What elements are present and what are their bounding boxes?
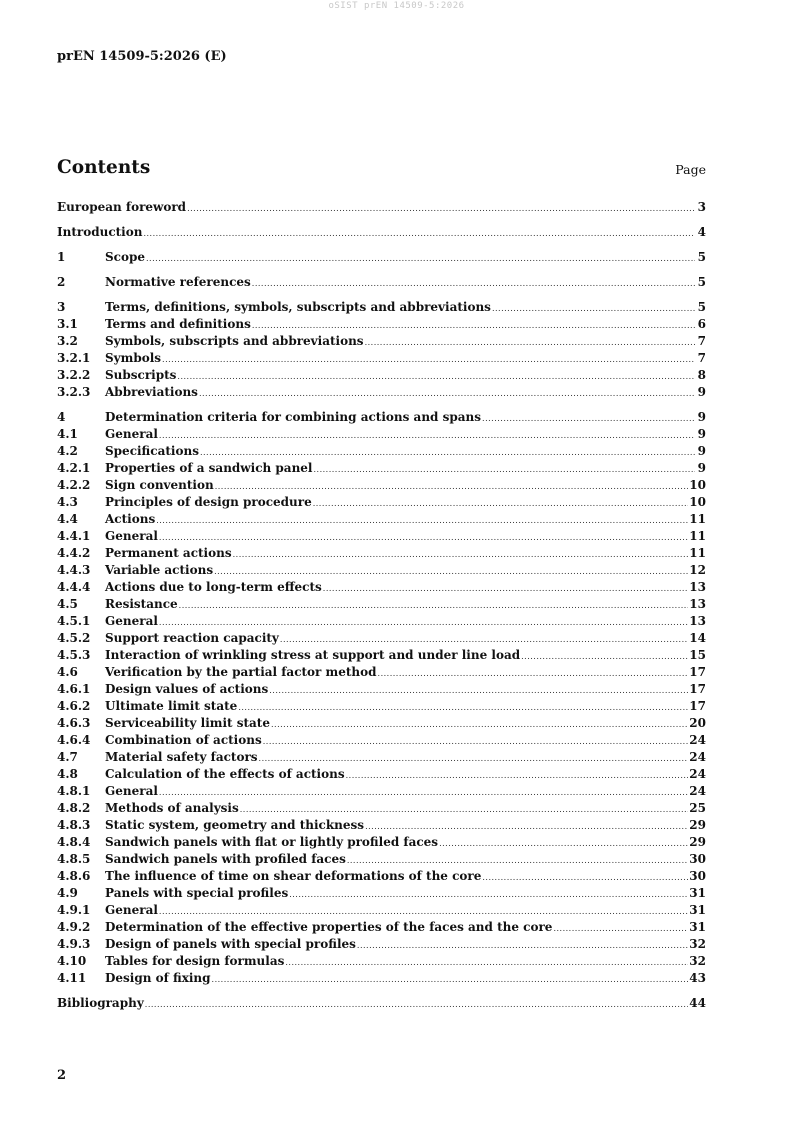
document-identifier: prEN 14509-5:2026 (E) [57, 49, 227, 64]
toc-entry-title: General [105, 784, 158, 798]
toc-dot-leader [346, 771, 689, 780]
toc-entry[interactable] [57, 250, 706, 267]
toc-entry[interactable] [57, 300, 706, 317]
toc-entry[interactable] [57, 767, 706, 784]
toc-entry-title: Introduction [57, 225, 143, 239]
toc-dot-leader [187, 204, 695, 213]
toc-entry-title: Material safety factors [105, 750, 258, 764]
toc-entry-title: Sandwich panels with flat or lightly profiled faces [105, 835, 439, 849]
toc-entry-page: 5 [697, 300, 706, 314]
toc-entry-number: 4.6.3 [57, 716, 91, 730]
toc-entry-title: The influence of time on shear deformations of the core [105, 869, 482, 883]
toc-entry-page: 12 [689, 563, 706, 577]
toc-entry[interactable] [57, 903, 706, 920]
toc-entry-title: General [105, 903, 158, 917]
toc-entry-number: 4.7 [57, 750, 78, 764]
toc-entry-title: Design values of actions [105, 682, 269, 696]
toc-entry-title: Actions due to long-term effects [105, 580, 322, 594]
toc-entry[interactable] [57, 996, 706, 1013]
toc-entry-number: 4.8.3 [57, 818, 91, 832]
toc-entry[interactable] [57, 920, 706, 937]
toc-entry-title: General [105, 427, 158, 441]
toc-entry-title: European foreword [57, 200, 187, 214]
toc-entry[interactable] [57, 835, 706, 852]
toc-entry-title: Design of fixing [105, 971, 211, 985]
toc-entry-title: General [105, 529, 158, 543]
toc-entry-page: 43 [689, 971, 706, 985]
toc-entry-page: 10 [689, 478, 706, 492]
toc-entry-number: 4.9.3 [57, 937, 91, 951]
toc-entry-number: 3.1 [57, 317, 78, 331]
toc-entry[interactable] [57, 716, 706, 733]
toc-entry[interactable] [57, 461, 706, 478]
toc-entry-number: 4.8 [57, 767, 78, 781]
toc-entry-number: 4.2.1 [57, 461, 91, 475]
toc-entry-page: 11 [689, 546, 706, 560]
toc-entry-number: 4.5.3 [57, 648, 91, 662]
toc-entry-title: Resistance [105, 597, 178, 611]
toc-entry[interactable] [57, 597, 706, 614]
toc-dot-leader [492, 304, 695, 313]
toc-entry-page: 15 [689, 648, 706, 662]
watermark: oSIST prEN 14509-5:2026 [328, 1, 465, 11]
toc-dot-leader [482, 873, 688, 882]
toc-entry-title: Serviceability limit state [105, 716, 270, 730]
toc-entry-title: Actions [105, 512, 156, 526]
toc-entry[interactable] [57, 275, 706, 292]
toc-entry-number: 4.9.1 [57, 903, 91, 917]
toc-entry-number: 4.9 [57, 886, 78, 900]
toc-entry[interactable] [57, 648, 706, 665]
toc-entry-number: 4.9.2 [57, 920, 91, 934]
toc-entry-number: 4.11 [57, 971, 87, 985]
toc-entry[interactable] [57, 801, 706, 818]
toc-dot-leader [200, 448, 695, 457]
toc-entry[interactable] [57, 750, 706, 767]
toc-entry-number: 4.5 [57, 597, 78, 611]
toc-entry-page: 11 [689, 512, 706, 526]
toc-entry-page: 6 [697, 317, 706, 331]
toc-entry-page: 30 [689, 869, 706, 883]
toc-dot-leader [159, 533, 688, 542]
toc-dot-leader [365, 338, 695, 347]
toc-entry[interactable] [57, 334, 706, 351]
toc-entry[interactable] [57, 580, 706, 597]
toc-entry-number: 4.2 [57, 444, 78, 458]
toc-entry-number: 4.6.4 [57, 733, 91, 747]
toc-dot-leader [252, 279, 695, 288]
toc-dot-leader [285, 958, 688, 967]
toc-entry[interactable] [57, 971, 706, 988]
toc-dot-leader [280, 635, 688, 644]
page-column-label: Page [675, 162, 706, 177]
toc-dot-leader [482, 414, 695, 423]
toc-entry-number: 4.5.1 [57, 614, 91, 628]
toc-entry-title: Symbols, subscripts and abbreviations [105, 334, 364, 348]
toc-entry-number: 3.2 [57, 334, 78, 348]
toc-entry-title: Verification by the partial factor method [105, 665, 377, 679]
toc-entry-title: Terms and definitions [105, 317, 251, 331]
toc-dot-leader [553, 924, 688, 933]
toc-dot-leader [233, 550, 689, 559]
toc-entry-page: 3 [697, 200, 706, 214]
toc-entry-page: 17 [689, 699, 706, 713]
toc-entry-title: Permanent actions [105, 546, 232, 560]
toc-dot-leader [159, 431, 695, 440]
toc-entry-title: Bibliography [57, 996, 144, 1010]
toc-entry-number: 4.4 [57, 512, 78, 526]
toc-entry[interactable] [57, 529, 706, 546]
toc-entry[interactable] [57, 427, 706, 444]
toc-dot-leader [143, 229, 695, 238]
toc-entry-title: Support reaction capacity [105, 631, 279, 645]
toc-entry-title: Sandwich panels with profiled faces [105, 852, 346, 866]
toc-entry-page: 29 [689, 818, 706, 832]
toc-dot-leader [365, 822, 688, 831]
toc-dot-leader [215, 482, 689, 491]
page-number: 2 [57, 1068, 67, 1083]
toc-dot-leader [263, 737, 689, 746]
toc-dot-leader [179, 601, 689, 610]
toc-dot-leader [259, 754, 689, 763]
contents-heading: Contents [57, 157, 151, 178]
toc-entry-page: 9 [697, 427, 706, 441]
toc-entry-title: Methods of analysis [105, 801, 239, 815]
toc-entry-number: 4.6.1 [57, 682, 91, 696]
toc-dot-leader [159, 788, 688, 797]
toc-entry-number: 4.10 [57, 954, 87, 968]
toc-entry-title: Sign convention [105, 478, 214, 492]
toc-dot-leader [177, 372, 695, 381]
toc-entry-title: Interaction of wrinkling stress at support and under line load [105, 648, 521, 662]
toc-entry-number: 3.2.1 [57, 351, 91, 365]
toc-entry-title: Properties of a sandwich panel [105, 461, 313, 475]
toc-entry[interactable] [57, 200, 706, 217]
toc-entry[interactable] [57, 665, 706, 682]
toc-entry-page: 24 [689, 750, 706, 764]
toc-entry[interactable] [57, 699, 706, 716]
toc-dot-leader [378, 669, 689, 678]
toc-entry[interactable] [57, 317, 706, 334]
toc-entry-page: 29 [689, 835, 706, 849]
toc-dot-leader [238, 703, 688, 712]
toc-entry-number: 4.4.1 [57, 529, 91, 543]
toc-entry-title: Specifications [105, 444, 199, 458]
toc-dot-leader [240, 805, 689, 814]
toc-entry-title: Symbols [105, 351, 162, 365]
toc-entry-number: 4.4.3 [57, 563, 91, 577]
toc-entry-page: 5 [697, 250, 706, 264]
toc-entry-title: Ultimate limit state [105, 699, 238, 713]
toc-entry-number: 4.8.1 [57, 784, 91, 798]
toc-entry[interactable] [57, 682, 706, 699]
toc-dot-leader [269, 686, 688, 695]
toc-entry-number: 4.4.2 [57, 546, 91, 560]
toc-dot-leader [252, 321, 695, 330]
toc-entry-page: 8 [697, 368, 706, 382]
toc-entry[interactable] [57, 733, 706, 750]
toc-entry-page: 13 [689, 597, 706, 611]
toc-entry-page: 14 [689, 631, 706, 645]
toc-entry-page: 7 [697, 334, 706, 348]
toc-entry[interactable] [57, 886, 706, 903]
toc-entry-number: 3.2.3 [57, 385, 91, 399]
toc-entry-page: 9 [697, 410, 706, 424]
toc-entry-number: 4 [57, 410, 66, 424]
toc-entry-page: 32 [689, 937, 706, 951]
toc-dot-leader [314, 465, 696, 474]
toc-entry-number: 4.3 [57, 495, 78, 509]
toc-entry[interactable] [57, 631, 706, 648]
toc-dot-leader [521, 652, 688, 661]
toc-entry-page: 24 [689, 784, 706, 798]
toc-entry-title: General [105, 614, 158, 628]
toc-entry-number: 1 [57, 250, 66, 264]
toc-entry-page: 30 [689, 852, 706, 866]
toc-entry-page: 9 [697, 444, 706, 458]
toc-entry[interactable] [57, 954, 706, 971]
toc-entry-page: 9 [697, 385, 706, 399]
toc-entry-number: 4.8.2 [57, 801, 91, 815]
toc-entry-title: Static system, geometry and thickness [105, 818, 365, 832]
toc-entry-title: Combination of actions [105, 733, 262, 747]
toc-entry[interactable] [57, 563, 706, 580]
toc-entry[interactable] [57, 784, 706, 801]
toc-entry-title: Design of panels with special profiles [105, 937, 356, 951]
toc-dot-leader [323, 584, 689, 593]
toc-entry[interactable] [57, 495, 706, 512]
toc-dot-leader [156, 516, 688, 525]
toc-entry[interactable] [57, 351, 706, 368]
toc-entry[interactable] [57, 385, 706, 402]
toc-dot-leader [347, 856, 688, 865]
toc-entry[interactable] [57, 546, 706, 563]
toc-entry-number: 4.1 [57, 427, 78, 441]
toc-entry-page: 9 [697, 461, 706, 475]
toc-entry-page: 13 [689, 614, 706, 628]
toc-entry[interactable] [57, 852, 706, 869]
toc-dot-leader [313, 499, 689, 508]
toc-entry-title: Panels with special profiles [105, 886, 289, 900]
toc-entry[interactable] [57, 937, 706, 954]
toc-dot-leader [214, 567, 688, 576]
toc-dot-leader [271, 720, 688, 729]
toc-entry-title: Determination of the effective properties of the faces and the core [105, 920, 553, 934]
toc-dot-leader [199, 389, 695, 398]
toc-dot-leader [159, 907, 688, 916]
toc-entry-page: 32 [689, 954, 706, 968]
toc-entry-page: 31 [689, 920, 706, 934]
toc-entry-title: Scope [105, 250, 146, 264]
toc-entry-page: 17 [689, 665, 706, 679]
toc-entry[interactable] [57, 614, 706, 631]
toc-entry-page: 44 [689, 996, 706, 1010]
toc-entry-number: 4.8.4 [57, 835, 91, 849]
toc-entry-title: Normative references [105, 275, 251, 289]
toc-entry-page: 24 [689, 767, 706, 781]
toc-entry-page: 11 [689, 529, 706, 543]
toc-dot-leader [212, 975, 689, 984]
toc-entry-page: 31 [689, 903, 706, 917]
toc-entry[interactable] [57, 368, 706, 385]
toc-entry[interactable] [57, 225, 706, 242]
toc-entry-title: Abbreviations [105, 385, 198, 399]
toc-entry-page: 31 [689, 886, 706, 900]
toc-entry-page: 24 [689, 733, 706, 747]
toc-entry-page: 25 [689, 801, 706, 815]
toc-entry-number: 4.5.2 [57, 631, 91, 645]
toc-entry-number: 4.4.4 [57, 580, 91, 594]
toc-entry-title: Calculation of the effects of actions [105, 767, 345, 781]
toc-entry-page: 7 [697, 351, 706, 365]
toc-entry[interactable] [57, 444, 706, 461]
toc-entry-number: 4.6 [57, 665, 78, 679]
toc-entry-page: 17 [689, 682, 706, 696]
toc-dot-leader [289, 890, 688, 899]
toc-entry-number: 4.8.6 [57, 869, 91, 883]
toc-entry[interactable] [57, 818, 706, 835]
toc-entry-number: 4.6.2 [57, 699, 91, 713]
toc-entry[interactable] [57, 410, 706, 427]
toc-dot-leader [162, 355, 695, 364]
toc-entry-page: 4 [697, 225, 706, 239]
toc-entry-page: 13 [689, 580, 706, 594]
toc-dot-leader [145, 1000, 689, 1009]
toc-entry[interactable] [57, 478, 706, 495]
toc-entry-title: Variable actions [105, 563, 214, 577]
toc-entry-number: 4.8.5 [57, 852, 91, 866]
toc-entry[interactable] [57, 512, 706, 529]
toc-entry-title: Determination criteria for combining actions and spans [105, 410, 482, 424]
toc-entry-page: 20 [689, 716, 706, 730]
toc-dot-leader [159, 618, 688, 627]
toc-entry-page: 10 [689, 495, 706, 509]
toc-dot-leader [439, 839, 688, 848]
toc-entry-number: 3 [57, 300, 66, 314]
toc-entry-title: Principles of design procedure [105, 495, 312, 509]
toc-entry-number: 3.2.2 [57, 368, 91, 382]
toc-entry-title: Subscripts [105, 368, 177, 382]
toc-dot-leader [146, 254, 695, 263]
toc-entry-title: Terms, definitions, symbols, subscripts and abbreviations [105, 300, 491, 314]
toc-entry-title: Tables for design formulas [105, 954, 285, 968]
toc-entry[interactable] [57, 869, 706, 886]
toc-dot-leader [357, 941, 688, 950]
toc-entry-page: 5 [697, 275, 706, 289]
table-of-contents [57, 200, 706, 1013]
toc-entry-number: 4.2.2 [57, 478, 91, 492]
toc-entry-number: 2 [57, 275, 66, 289]
